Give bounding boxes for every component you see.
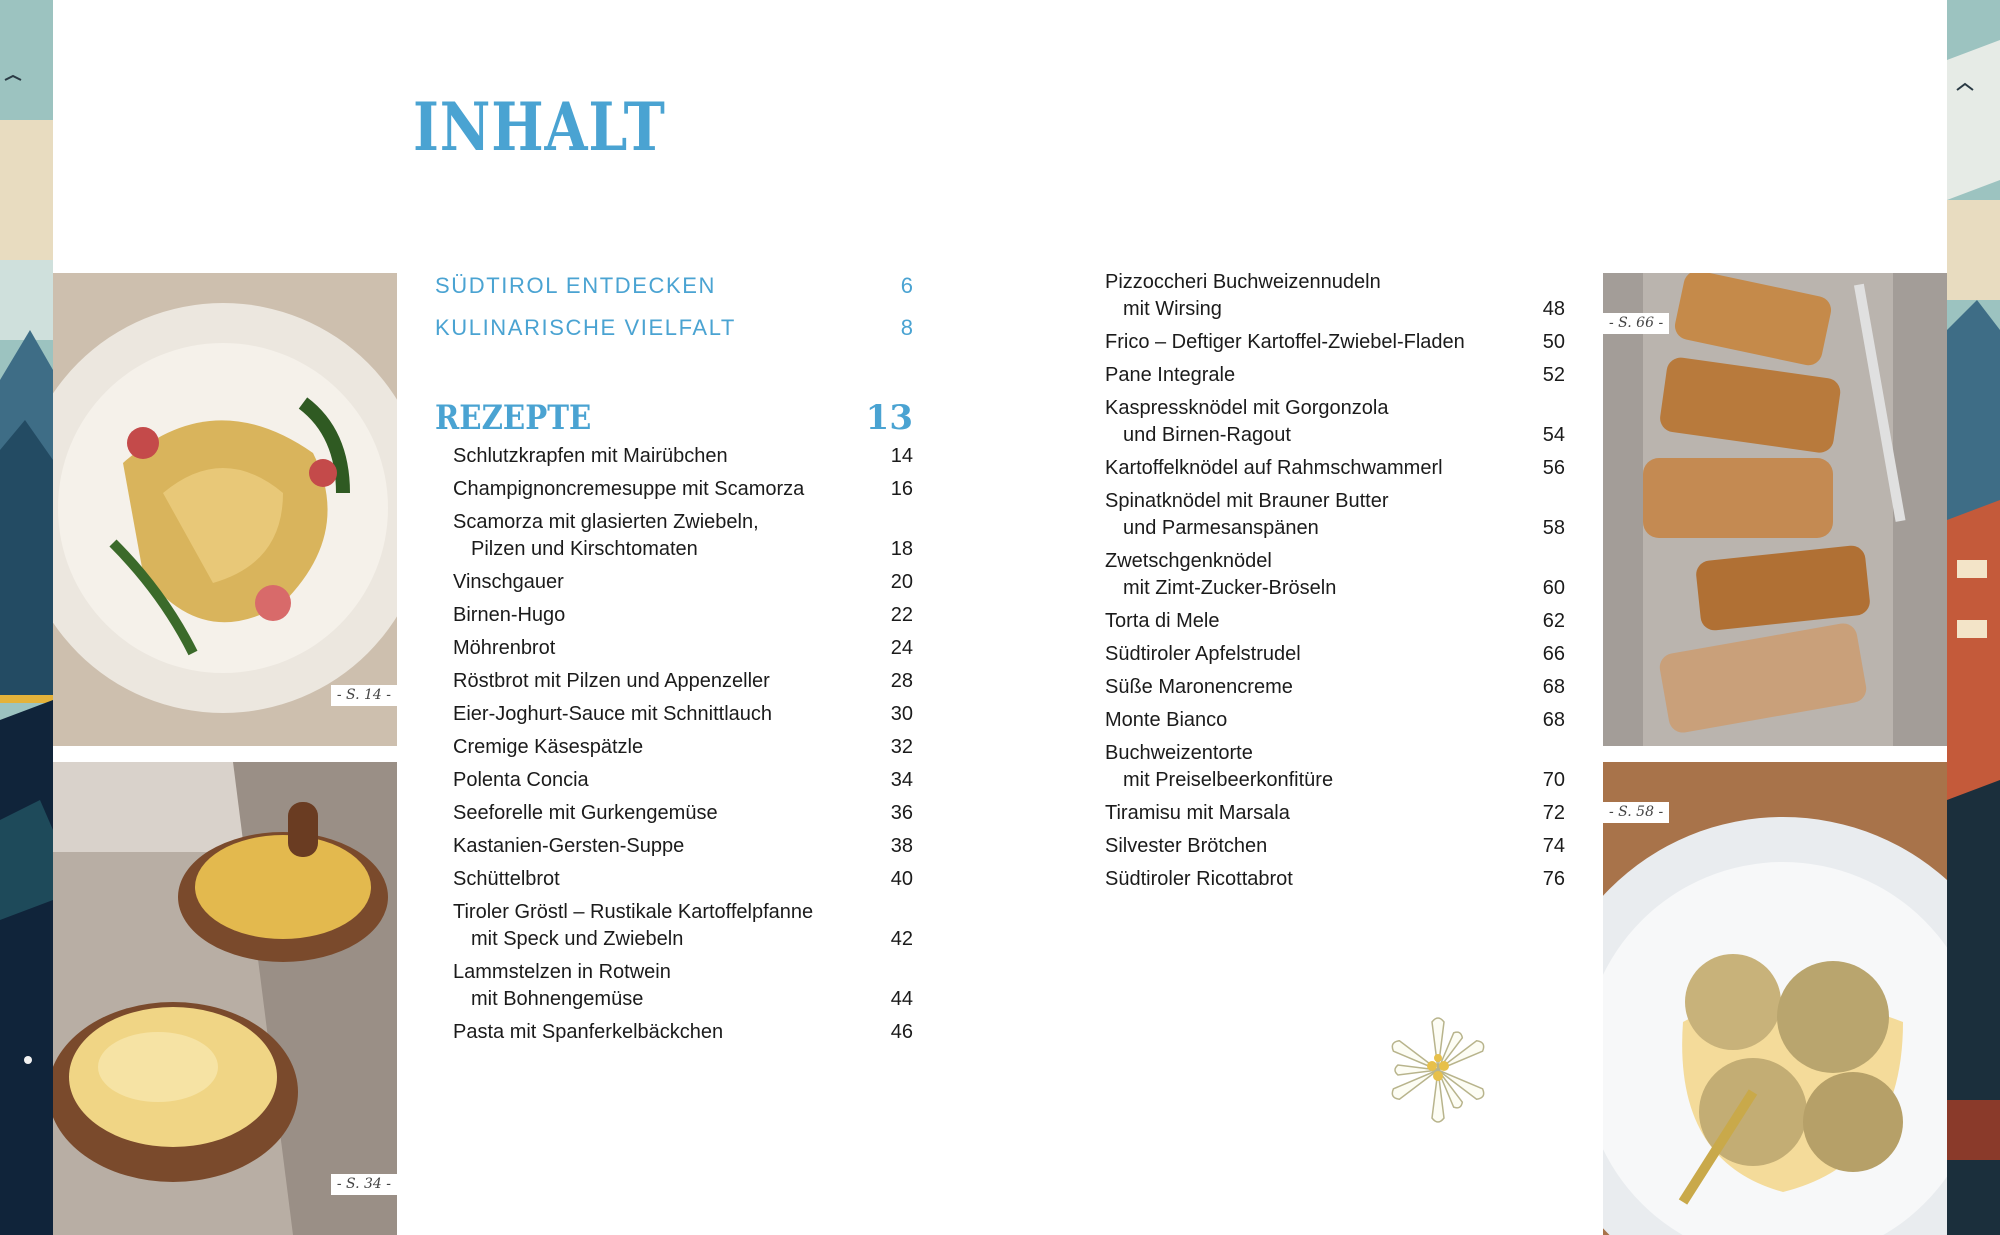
recipe-page: 54 [1542, 424, 1565, 446]
recipe-entry[interactable] [435, 896, 913, 956]
recipe-entry[interactable] [1105, 392, 1565, 452]
photo-apple-strudel [1603, 273, 1947, 746]
recipe-entry[interactable] [435, 506, 913, 566]
recipe-list-right [1105, 266, 1565, 896]
recipe-title: Torta di Mele [1105, 610, 1220, 632]
recipe-title: Pizzoccheri Buchweizennudeln [1105, 271, 1381, 293]
left-landscape-strip [0, 0, 53, 1235]
recipe-entry[interactable] [1105, 266, 1565, 326]
recipes-heading-page: 13 [865, 398, 913, 438]
recipe-page: 32 [890, 736, 913, 758]
recipe-page: 66 [1542, 643, 1565, 665]
photo-page-tag: - S. 14 - [331, 685, 397, 706]
recipes-heading[interactable] [435, 396, 913, 440]
recipe-page: 58 [1542, 517, 1565, 539]
recipe-page: 72 [1542, 802, 1565, 824]
recipe-title-continued: mit Wirsing [1123, 298, 1222, 320]
recipe-title-continued: mit Zimt-Zucker-Bröseln [1123, 577, 1337, 599]
toc-column-right [1105, 266, 1565, 896]
recipe-page: 18 [890, 538, 913, 560]
recipe-page: 74 [1542, 835, 1565, 857]
toc-section-entry[interactable] [435, 310, 913, 352]
recipe-entry[interactable] [435, 566, 913, 599]
recipe-title: Südtiroler Apfelstrudel [1105, 643, 1301, 665]
recipe-title: Eier-Joghurt-Sauce mit Schnittlauch [453, 703, 773, 725]
recipe-title-continued: mit Preiselbeerkonfitüre [1123, 769, 1334, 791]
recipes-heading-label: REZEPTE [435, 398, 592, 438]
recipe-page: 16 [890, 478, 913, 500]
recipe-page: 40 [890, 868, 913, 890]
recipe-page: 38 [890, 835, 913, 857]
photo-page-tag: - S. 58 - [1603, 802, 1669, 823]
recipe-title: Möhrenbrot [453, 637, 556, 659]
recipe-entry[interactable] [435, 632, 913, 665]
recipe-page: 30 [890, 703, 913, 725]
recipe-page: 36 [890, 802, 913, 824]
recipe-page: 14 [890, 445, 913, 467]
recipe-entry[interactable] [435, 473, 913, 506]
recipe-entry[interactable] [1105, 326, 1565, 359]
recipe-entry[interactable] [435, 698, 913, 731]
recipe-page: 34 [890, 769, 913, 791]
recipe-title-continued: mit Speck und Zwiebeln [471, 928, 684, 950]
recipe-entry[interactable] [435, 440, 913, 473]
recipe-title: Birnen-Hugo [453, 604, 566, 626]
recipe-title: Monte Bianco [1105, 709, 1228, 731]
recipe-title: Schüttelbrot [453, 868, 560, 890]
recipe-page: 22 [890, 604, 913, 626]
recipe-title: Seeforelle mit Gurkengemüse [453, 802, 718, 824]
recipe-title-continued: mit Bohnengemüse [471, 988, 644, 1010]
recipe-entry[interactable] [1105, 863, 1565, 896]
recipe-page: 24 [890, 637, 913, 659]
recipe-entry[interactable] [1105, 830, 1565, 863]
recipe-page: 52 [1542, 364, 1565, 386]
recipe-page: 60 [1542, 577, 1565, 599]
recipe-title: Kastanien-Gersten-Suppe [453, 835, 685, 857]
recipe-title: Cremige Käsespätzle [453, 736, 644, 758]
recipe-title: Tiroler Gröstl – Rustikale Kartoffelpfanne [453, 901, 814, 923]
recipe-title: Scamorza mit glasierten Zwiebeln, [453, 511, 759, 533]
recipe-entry[interactable] [1105, 671, 1565, 704]
recipe-title: Zwetschgenknödel [1105, 550, 1272, 572]
recipe-title: Polenta Concia [453, 769, 589, 791]
recipe-title-continued: Pilzen und Kirschtomaten [471, 538, 698, 560]
recipe-title: Champignoncremesuppe mit Scamorza [453, 478, 805, 500]
recipe-entry[interactable] [1105, 545, 1565, 605]
recipe-entry[interactable] [1105, 797, 1565, 830]
photo-polenta-bowls [53, 762, 397, 1235]
recipe-entry[interactable] [1105, 485, 1565, 545]
recipe-page: 76 [1542, 868, 1565, 890]
photo-ravioli-plate [53, 273, 397, 746]
recipe-entry[interactable] [435, 797, 913, 830]
recipe-entry[interactable] [435, 830, 913, 863]
recipe-page: 28 [890, 670, 913, 692]
toc-section-entry[interactable] [435, 268, 913, 310]
photo-spinach-dumplings [1603, 762, 1947, 1235]
recipe-title: Tiramisu mit Marsala [1105, 802, 1290, 824]
recipe-title: Pane Integrale [1105, 364, 1236, 386]
recipe-title: Kaspressknödel mit Gorgonzola [1105, 397, 1389, 419]
recipe-title: Südtiroler Ricottabrot [1105, 868, 1293, 890]
edelweiss-flower-icon [1368, 1012, 1508, 1130]
recipe-entry[interactable] [1105, 605, 1565, 638]
recipe-page: 56 [1542, 457, 1565, 479]
recipe-page: 68 [1542, 676, 1565, 698]
recipe-title: Süße Maronencreme [1105, 676, 1293, 698]
recipe-entry[interactable] [435, 863, 913, 896]
recipe-page: 48 [1542, 298, 1565, 320]
recipe-title: Silvester Brötchen [1105, 835, 1268, 857]
recipe-title: Pasta mit Spanferkelbäckchen [453, 1021, 724, 1043]
recipe-entry[interactable] [1105, 704, 1565, 737]
toc-column-left [435, 268, 913, 1049]
recipe-title: Frico – Deftiger Kartoffel-Zwiebel-Fladen [1105, 331, 1465, 353]
section-page: 8 [900, 315, 913, 340]
recipe-entry[interactable] [1105, 359, 1565, 392]
recipe-entry[interactable] [435, 665, 913, 698]
recipe-title: Röstbrot mit Pilzen und Appenzeller [453, 670, 770, 692]
photo-page-tag: - S. 66 - [1603, 313, 1669, 334]
recipe-entry[interactable] [435, 956, 913, 1016]
recipe-entry[interactable] [1105, 638, 1565, 671]
recipe-title: Vinschgauer [453, 571, 564, 593]
recipe-page: 20 [890, 571, 913, 593]
recipe-entry[interactable] [1105, 737, 1565, 797]
recipe-entry[interactable] [435, 599, 913, 632]
recipe-title-continued: und Birnen-Ragout [1123, 424, 1291, 446]
recipe-entry[interactable] [435, 731, 913, 764]
page-title: INHALT [413, 88, 666, 166]
recipe-page: 50 [1542, 331, 1565, 353]
recipe-page: 42 [890, 928, 913, 950]
right-landscape-strip [1947, 0, 2000, 1235]
photo-page-tag: - S. 34 - [331, 1174, 397, 1195]
recipe-title: Schlutzkrapfen mit Mairübchen [453, 445, 728, 467]
recipe-title: Buchweizentorte [1105, 742, 1253, 764]
recipe-entry[interactable] [1105, 452, 1565, 485]
recipe-title: Spinatknödel mit Brauner Butter [1105, 490, 1389, 512]
recipe-entry[interactable] [435, 764, 913, 797]
recipe-page: 62 [1542, 610, 1565, 632]
recipe-entry[interactable] [435, 1016, 913, 1049]
section-label: SÜDTIROL ENTDECKEN [435, 273, 717, 298]
recipe-page: 44 [890, 988, 913, 1010]
recipe-title: Lammstelzen in Rotwein [453, 961, 671, 983]
recipe-page: 46 [890, 1021, 913, 1043]
recipe-list-left [435, 440, 913, 1049]
recipe-title: Kartoffelknödel auf Rahmschwammerl [1105, 457, 1443, 479]
section-page: 6 [900, 273, 913, 298]
recipe-page: 68 [1542, 709, 1565, 731]
recipe-title-continued: und Parmesanspänen [1123, 517, 1319, 539]
section-label: KULINARISCHE VIELFALT [435, 315, 736, 340]
recipe-page: 70 [1542, 769, 1565, 791]
